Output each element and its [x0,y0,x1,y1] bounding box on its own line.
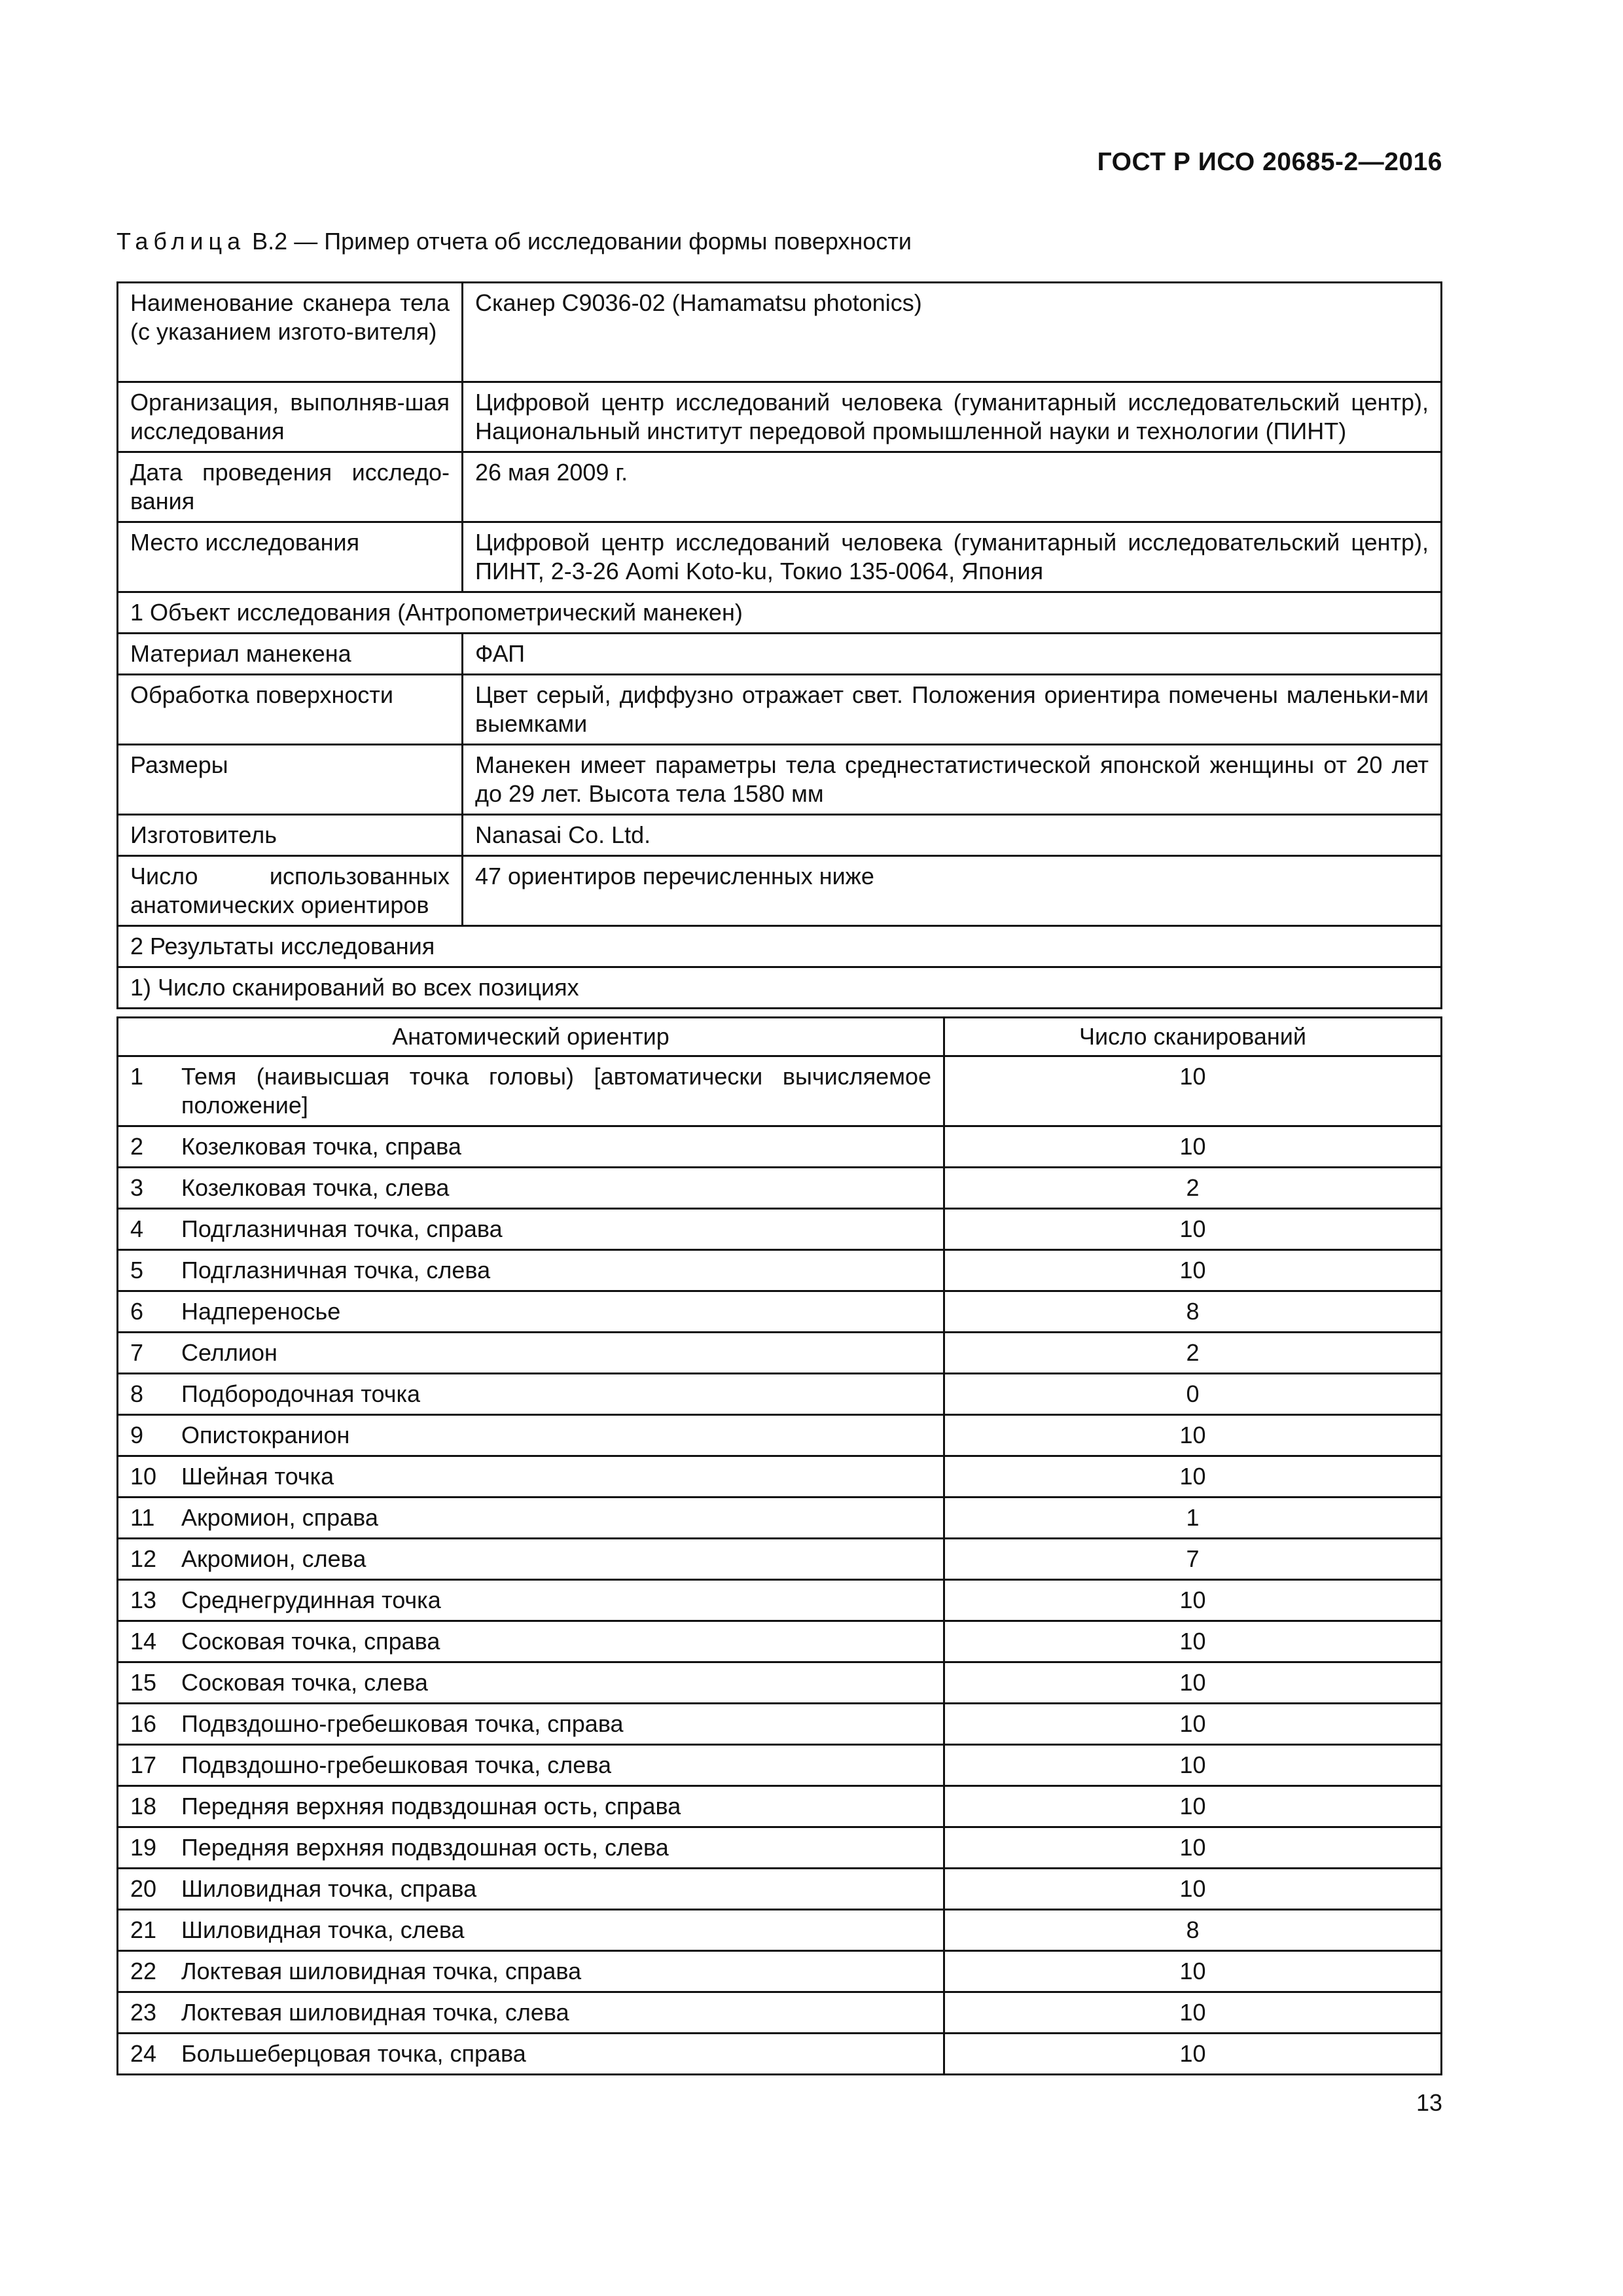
info-row [118,452,1442,522]
object-label: Число использованных анатомических ориентиров [118,856,463,926]
landmark-number: 8 [118,1374,170,1415]
landmark-name: Большеберцовая точка, справа [169,2034,944,2075]
info-label: Наименование сканера тела (с указанием изгото-вителя) [118,283,463,382]
landmark-number: 10 [118,1456,170,1498]
landmark-name: Подбородочная точка [169,1374,944,1415]
landmark-count: 2 [944,1333,1442,1374]
object-row [118,634,1442,675]
landmark-row [118,1415,1442,1456]
landmark-name: Шиловидная точка, слева [169,1910,944,1951]
landmark-number: 20 [118,1869,170,1910]
landmark-count: 10 [944,1951,1442,1992]
landmark-count: 10 [944,1415,1442,1456]
landmark-number: 14 [118,1621,170,1662]
landmark-name: Подвздошно-гребешковая точка, справа [169,1704,944,1745]
landmark-name: Козелковая точка, слева [169,1168,944,1209]
info-label: Дата проведения исследо-вания [118,452,463,522]
landmark-name: Селлион [169,1333,944,1374]
section-title: 2 Результаты исследования [118,926,1442,967]
landmark-row [118,1209,1442,1250]
object-value: 47 ориентиров перечисленных ниже [463,856,1442,926]
object-row [118,745,1442,815]
landmark-row [118,1168,1442,1209]
landmarks-table [116,1016,1442,2075]
landmarks-header-name: Анатомический ориентир [118,1018,944,1056]
object-row [118,815,1442,856]
landmark-name: Локтевая шиловидная точка, справа [169,1951,944,1992]
landmark-name: Локтевая шиловидная точка, слева [169,1992,944,2034]
landmark-count: 7 [944,1539,1442,1580]
landmark-number: 18 [118,1786,170,1827]
landmarks-header-count: Число сканирований [944,1018,1442,1056]
landmark-count: 2 [944,1168,1442,1209]
landmark-count: 10 [944,1056,1442,1126]
landmark-count: 10 [944,1827,1442,1869]
landmark-count: 8 [944,1291,1442,1333]
landmark-count: 10 [944,1209,1442,1250]
landmark-count: 10 [944,1126,1442,1168]
info-row [118,522,1442,592]
landmark-row [118,1291,1442,1333]
landmark-number: 11 [118,1498,170,1539]
landmark-count: 10 [944,1621,1442,1662]
subsection-row [118,967,1442,1009]
section-row [118,926,1442,967]
report-table [116,281,1442,1009]
landmark-count: 10 [944,1786,1442,1827]
landmark-number: 12 [118,1539,170,1580]
landmark-row [118,2034,1442,2075]
landmark-row [118,1745,1442,1786]
landmark-number: 15 [118,1662,170,1704]
landmark-row [118,1056,1442,1126]
landmark-row [118,1374,1442,1415]
object-label: Материал манекена [118,634,463,675]
landmark-name: Шиловидная точка, справа [169,1869,944,1910]
landmark-row [118,1910,1442,1951]
landmark-number: 4 [118,1209,170,1250]
table-caption-prefix: Таблица [116,228,246,255]
landmark-number: 3 [118,1168,170,1209]
landmark-row [118,1126,1442,1168]
info-value: Сканер C9036-02 (Hamamatsu photonics) [463,283,1442,382]
landmark-count: 10 [944,1580,1442,1621]
landmark-row [118,1621,1442,1662]
landmark-name: Передняя верхняя подвздошная ость, слева [169,1827,944,1869]
landmark-count: 10 [944,1456,1442,1498]
section-row [118,592,1442,634]
landmark-number: 16 [118,1704,170,1745]
landmark-number: 5 [118,1250,170,1291]
landmark-name: Надпереносье [169,1291,944,1333]
landmark-row [118,1786,1442,1827]
landmark-count: 10 [944,1745,1442,1786]
landmark-row [118,1333,1442,1374]
landmark-row [118,1662,1442,1704]
landmark-row [118,1498,1442,1539]
landmark-count: 8 [944,1910,1442,1951]
landmark-count: 10 [944,1250,1442,1291]
object-row [118,856,1442,926]
landmark-name: Сосковая точка, справа [169,1621,944,1662]
landmark-number: 24 [118,2034,170,2075]
landmark-row [118,1951,1442,1992]
landmark-row [118,1704,1442,1745]
landmark-name: Козелковая точка, справа [169,1126,944,1168]
section-title: 1 Объект исследования (Антропометрический манекен) [118,592,1442,634]
landmark-count: 10 [944,1869,1442,1910]
landmark-count: 10 [944,1704,1442,1745]
landmark-row [118,1580,1442,1621]
landmark-name: Передняя верхняя подвздошная ость, справа [169,1786,944,1827]
landmark-row [118,1869,1442,1910]
landmark-count: 0 [944,1374,1442,1415]
table-caption [116,228,912,255]
landmark-name: Сосковая точка, слева [169,1662,944,1704]
object-label: Изготовитель [118,815,463,856]
info-label: Организация, выполняв-шая исследования [118,382,463,452]
info-label: Место исследования [118,522,463,592]
landmark-row [118,1250,1442,1291]
landmark-name: Подвздошно-гребешковая точка, слева [169,1745,944,1786]
page-number: 13 [1416,2089,1442,2116]
landmark-number: 9 [118,1415,170,1456]
object-value: Nanasai Co. Ltd. [463,815,1442,856]
landmark-count: 10 [944,1662,1442,1704]
table-caption-title: В.2 — Пример отчета об исследовании формы поверхности [245,228,912,255]
landmark-name: Подглазничная точка, слева [169,1250,944,1291]
info-row [118,283,1442,382]
landmark-number: 22 [118,1951,170,1992]
object-value: Манекен имеет параметры тела среднестатистической японской женщины от 20 лет до 29 лет. Высота тела 1580 мм [463,745,1442,815]
landmark-number: 2 [118,1126,170,1168]
landmark-number: 17 [118,1745,170,1786]
info-value: Цифровой центр исследований человека (гуманитарный исследовательский центр), Национальный институт передовой промышленной науки и технологии (ПИНТ) [463,382,1442,452]
landmark-name: Акромион, справа [169,1498,944,1539]
landmark-name: Шейная точка [169,1456,944,1498]
landmark-row [118,1456,1442,1498]
subsection-title: 1) Число сканирований во всех позициях [118,967,1442,1009]
landmark-name: Среднегрудинная точка [169,1580,944,1621]
info-row [118,382,1442,452]
landmark-number: 1 [118,1056,170,1126]
info-value: Цифровой центр исследований человека (гуманитарный исследовательский центр), ПИНТ, 2-3-26 Aomi Koto-ku, Токио 135-0064, Япония [463,522,1442,592]
landmark-number: 7 [118,1333,170,1374]
object-row [118,675,1442,745]
object-value: Цвет серый, диффузно отражает свет. Положения ориентира помечены маленьки-ми выемками [463,675,1442,745]
document-code: ГОСТ Р ИСО 20685-2—2016 [1097,148,1442,176]
landmark-number: 23 [118,1992,170,2034]
landmark-name: Опистокранион [169,1415,944,1456]
landmark-row [118,1539,1442,1580]
landmark-count: 10 [944,2034,1442,2075]
landmark-number: 6 [118,1291,170,1333]
object-label: Размеры [118,745,463,815]
landmark-row [118,1827,1442,1869]
landmark-row [118,1992,1442,2034]
landmark-count: 10 [944,1992,1442,2034]
landmark-name: Подглазничная точка, справа [169,1209,944,1250]
landmark-number: 19 [118,1827,170,1869]
object-value: ФАП [463,634,1442,675]
info-value: 26 мая 2009 г. [463,452,1442,522]
landmark-name: Акромион, слева [169,1539,944,1580]
landmark-name: Темя (наивысшая точка головы) [автоматически вычисляемое положение] [169,1056,944,1126]
landmark-number: 21 [118,1910,170,1951]
landmark-number: 13 [118,1580,170,1621]
object-label: Обработка поверхности [118,675,463,745]
landmark-count: 1 [944,1498,1442,1539]
landmarks-header-row [118,1018,1442,1056]
